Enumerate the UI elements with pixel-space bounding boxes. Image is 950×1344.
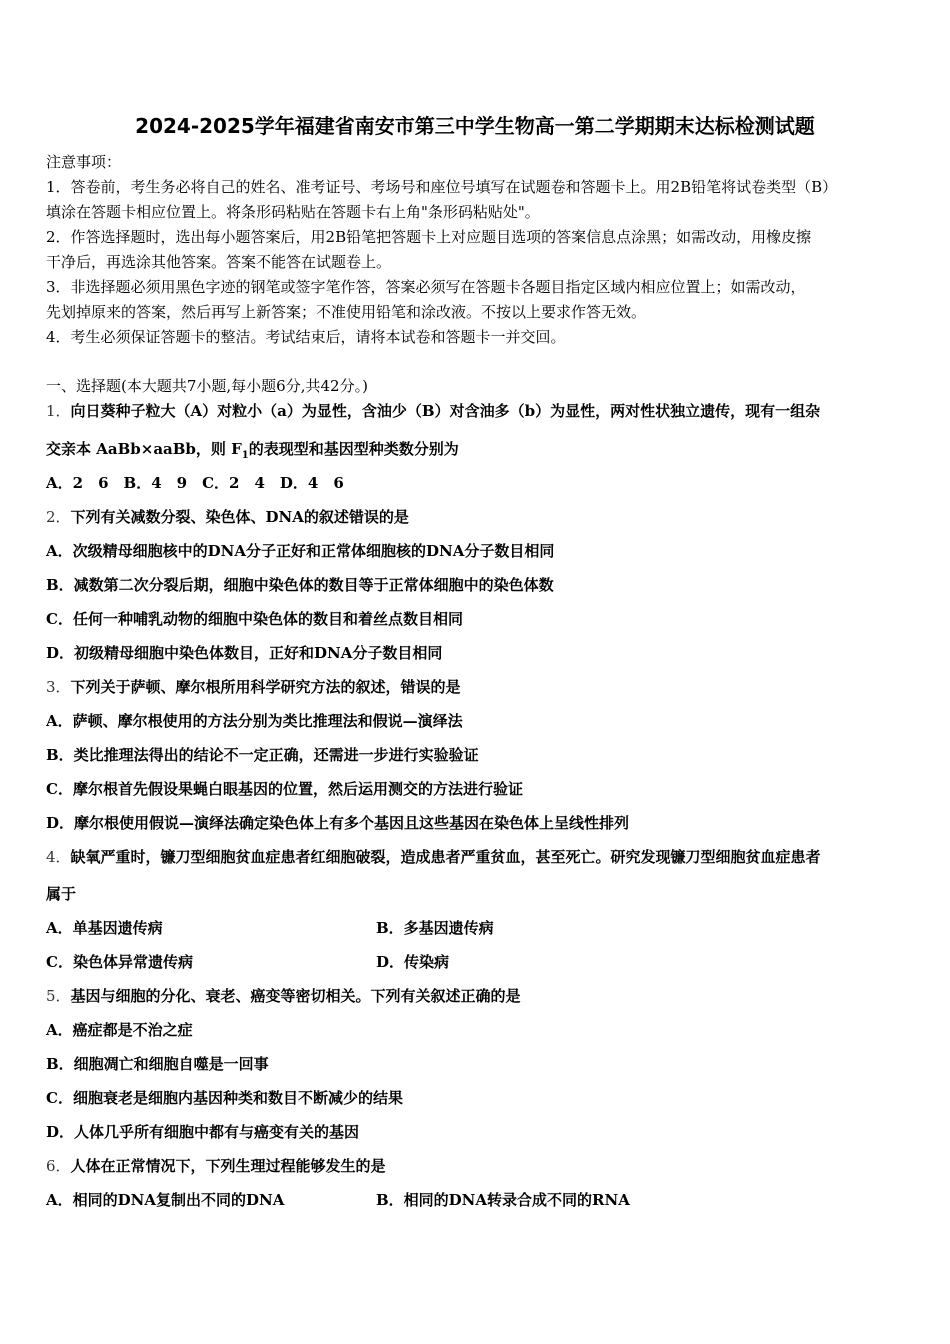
notice-line-5: 3．非选择题必须用黑色字迹的钢笔或签字笔作答，答案必须写在答题卡各题目指定区域内相应位置上；如需改动， <box>46 278 806 296</box>
question-2 <box>46 507 409 527</box>
notice-line-4: 干净后，再选涂其他答案。答案不能答在试题卷上。 <box>46 253 392 271</box>
question-text: 下列有关减数分裂、染色体、DNA的叙述错误的是 <box>70 508 409 526</box>
question-3 <box>46 677 461 697</box>
option-c: C．摩尔根首先假设果蝇白眼基因的位置，然后运用测交的方法进行验证 <box>46 780 523 798</box>
question-6 <box>46 1156 386 1176</box>
question-number: 3． <box>46 678 71 696</box>
option-b: B．减数第二次分裂后期，细胞中染色体的数目等于正常体细胞中的染色体数 <box>46 576 554 594</box>
option-b: B．多基因遗传病 <box>376 919 494 937</box>
question-1-cont <box>46 439 459 466</box>
exam-title: 2024-2025学年福建省南安市第三中学生物高一第二学期期末达标检测试题 <box>135 114 815 138</box>
notice-line-2: 填涂在答题卡相应位置上。将条形码粘贴在答题卡右上角"条形码粘贴处"。 <box>46 203 540 221</box>
question-5 <box>46 986 521 1006</box>
option-d: D．初级精母细胞中染色体数目，正好和DNA分子数目相同 <box>46 644 443 662</box>
notice-line-1: 1．答卷前，考生务必将自己的姓名、准考证号、考场号和座位号填写在试题卷和答题卡上。用2B铅笔将试卷类型（B） <box>46 178 838 196</box>
option-b: B．相同的DNA转录合成不同的RNA <box>376 1191 630 1209</box>
notice-line-7: 4．考生必须保证答题卡的整洁。考试结束后，请将本试卷和答题卡一并交回。 <box>46 328 566 346</box>
option-d: D．传染病 <box>376 953 450 971</box>
option-c: C．细胞衰老是细胞内基因种类和数目不断减少的结果 <box>46 1089 403 1107</box>
option-a: A．单基因遗传病 <box>46 919 163 937</box>
option-a: A．癌症都是不治之症 <box>46 1021 193 1039</box>
option-a: A．次级精母细胞核中的DNA分子正好和正常体细胞核的DNA分子数目相同 <box>46 542 555 560</box>
question-4-cont: 属于 <box>46 885 77 903</box>
option-b: B．类比推理法得出的结论不一定正确，还需进一步进行实验验证 <box>46 746 479 764</box>
question-text: 的表现型和基因型种类数分别为 <box>248 440 459 458</box>
option-c: C．任何一种哺乳动物的细胞中染色体的数目和着丝点数目相同 <box>46 610 463 628</box>
question-number: 6． <box>46 1157 71 1175</box>
question-number: 2． <box>46 508 71 526</box>
question-text: 基因与细胞的分化、衰老、癌变等密切相关。下列有关叙述正确的是 <box>70 987 521 1005</box>
question-number: 5． <box>46 987 71 1005</box>
notice-line-3: 2．作答选择题时，选出每小题答案后，用2B铅笔把答题卡上对应题目选项的答案信息点涂黑；如需改动，用橡皮擦 <box>46 228 812 246</box>
question-text: 下列关于萨顿、摩尔根所用科学研究方法的叙述，错误的是 <box>70 678 461 696</box>
question-text: 缺氧严重时，镰刀型细胞贫血症患者红细胞破裂，造成患者严重贫血，甚至死亡。研究发现镰刀型细胞贫血症患者 <box>70 848 821 866</box>
option-d: D．摩尔根使用假说—演绎法确定染色体上有多个基因且这些基因在染色体上呈线性排列 <box>46 814 630 832</box>
subscript: 1 <box>241 450 249 461</box>
question-text: 人体在正常情况下，下列生理过程能够发生的是 <box>70 1157 386 1175</box>
question-1 <box>46 401 820 421</box>
option-b: B．细胞凋亡和细胞自噬是一回事 <box>46 1055 269 1073</box>
question-text: 交亲本 AaBb×aaBb，则 F <box>46 440 242 458</box>
option-d: D．人体几乎所有细胞中都有与癌变有关的基因 <box>46 1123 360 1141</box>
question-number: 4． <box>46 848 71 866</box>
notice-line-6: 先划掉原来的答案，然后再写上新答案；不准使用铅笔和涂改液。不按以上要求作答无效。 <box>46 303 647 321</box>
option-a: A．萨顿、摩尔根使用的方法分别为类比推理法和假说—演绎法 <box>46 712 463 730</box>
option-c: C．染色体异常遗传病 <box>46 953 193 971</box>
question-4 <box>46 847 821 867</box>
question-number: 1． <box>46 402 71 420</box>
question-text: 向日葵种子粒大（A）对粒小（a）为显性，含油少（B）对含油多（b）为显性，两对性状独立遗传，现有一组杂 <box>70 402 821 420</box>
section-heading: 一、选择题(本大题共7小题,每小题6分,共42分。) <box>46 377 368 395</box>
question-1-options: A．2 6 B．4 9 C．2 4 D．4 6 <box>46 474 344 492</box>
option-a: A．相同的DNA复制出不同的DNA <box>46 1191 285 1209</box>
notice-heading: 注意事项： <box>46 153 122 171</box>
